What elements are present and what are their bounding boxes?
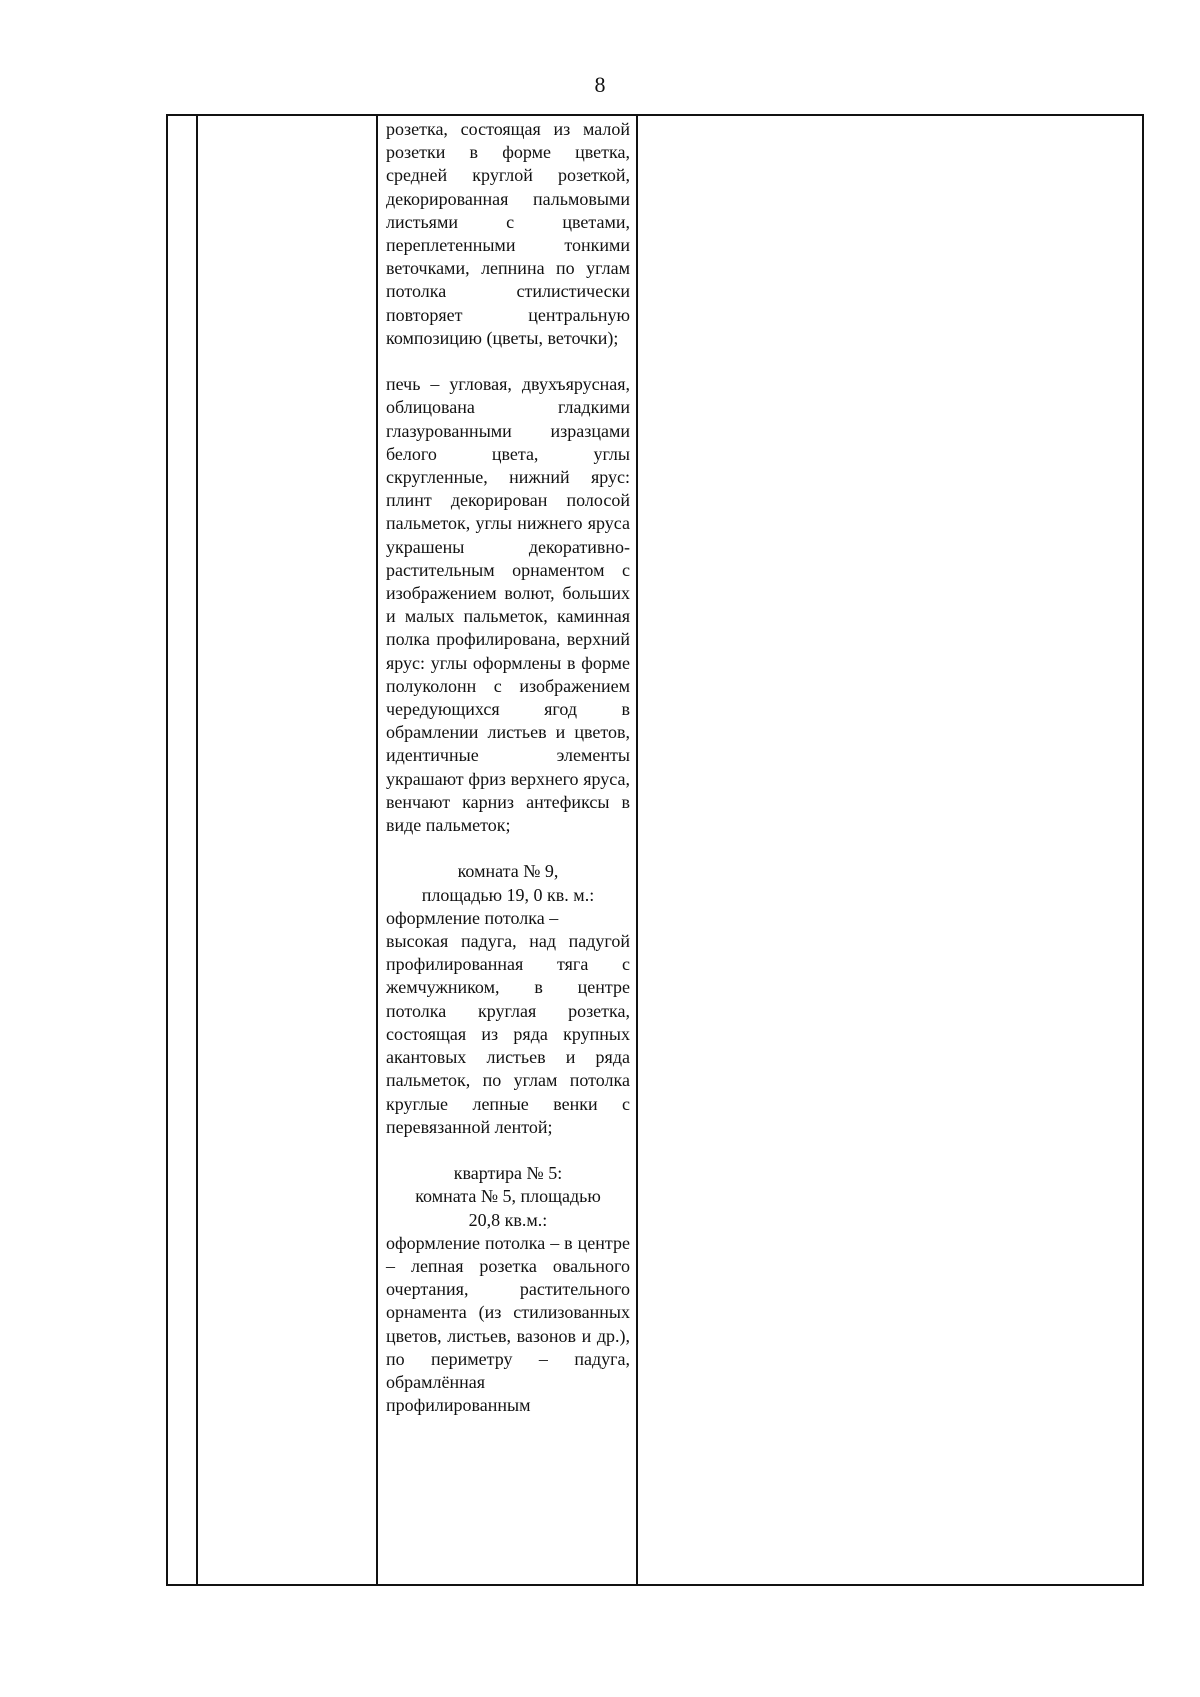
- ceiling-rosette-paragraph: розетка, состоящая из малой розетки в форме цветка, средней круглой розеткой, декорированная пальмовыми листьями с цветами, переплетенными тонкими веточками, лепнина по углам потолка стилистически повторяет центральную композицию (цветы, веточки);: [386, 119, 630, 348]
- apartment-5-heading-line-1: квартира № 5:: [453, 1163, 563, 1184]
- apartment-5-heading-line-2: комната № 5, площадью: [415, 1186, 601, 1207]
- room-9-heading-line-2: площадью 19, 0 кв. м.:: [421, 884, 595, 905]
- room-9-paragraph: высокая падуга, над падугой профилированная тяга с жемчужником, в центре потолка круглая розетка, состоящая из ряда крупных акантовых листьев и ряда пальметок, по углам потолка круглые лепные венки с перевязанной лентой;: [386, 931, 630, 1137]
- room-9-heading-line-1: комната № 9,: [457, 861, 559, 882]
- column-divider-2: [376, 116, 378, 1584]
- column-divider-3: [636, 116, 638, 1584]
- room-9-lead: оформление потолка –: [386, 907, 559, 928]
- page-number: 8: [594, 72, 606, 97]
- column-divider-1: [196, 116, 198, 1584]
- document-table: [166, 114, 1144, 1586]
- stove-paragraph: печь – угловая, двухъярусная, облицована гладкими глазурованными изразцами белого цвета, углы скругленные, нижний ярус: плинт декорирован полосой пальметок, углы нижнего яруса украшены декоративно-растительным орнаментом с изображением волют, больших и малых пальметок, каминная полка профилирована, верхний ярус: углы оформлены в форме полуколонн с изображением чередующихся ягод в обрамлении листьев и цветов, идентичные элементы украшают фриз верхнего яруса, венчают карниз антефиксы в виде пальметок;: [386, 374, 630, 836]
- description-column: [386, 118, 630, 1417]
- room-9-heading: [386, 860, 630, 906]
- apartment-5-heading-line-3: 20,8 кв.м.:: [468, 1209, 548, 1230]
- apartment-5-heading: [386, 1162, 630, 1232]
- apartment-5-paragraph: оформление потолка – в центре – лепная розетка овального очертания, растительного орнамента (из стилизованных цветов, листьев, вазонов и др.), по периметру – падуга, обрамлённая профилированным: [386, 1232, 630, 1416]
